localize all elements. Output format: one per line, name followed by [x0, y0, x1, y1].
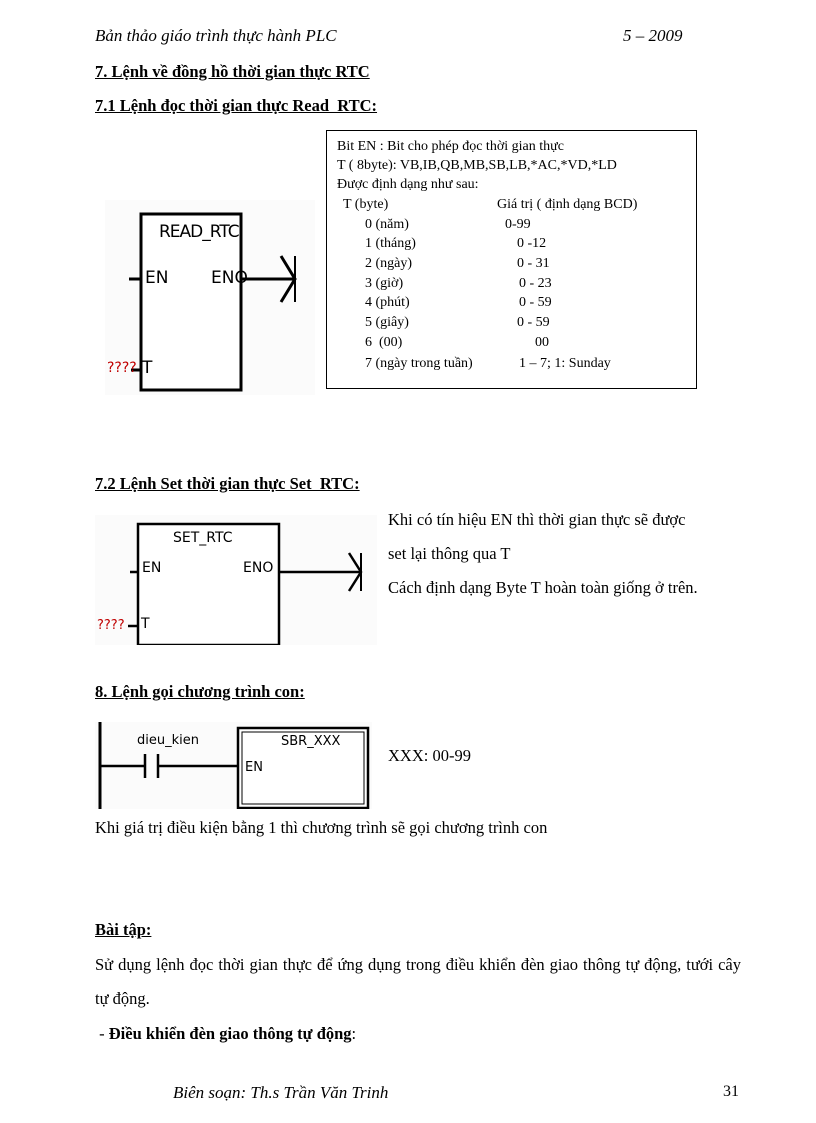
- t-row-4-value: 0 - 59: [519, 295, 552, 310]
- set-rtc-t-pin: T: [141, 616, 150, 632]
- t-row-1-value: 0 -12: [517, 236, 547, 251]
- t-row-3-label: 3 (giờ): [365, 276, 404, 291]
- t-row-6-label: 6 (00): [365, 335, 403, 350]
- set-rtc-en-pin: EN: [142, 560, 162, 576]
- exercise-item-suffix: :: [351, 1024, 357, 1043]
- call-sbr-note: Khi giá trị điều kiện bằng 1 thì chương trình sẽ gọi chương trình con: [95, 818, 548, 837]
- set-rtc-eno-pin: ENO: [243, 560, 274, 576]
- set-rtc-graphic: [95, 515, 377, 645]
- read-rtc-t-pin: T: [142, 358, 153, 378]
- exercise-heading: Bài tập:: [95, 920, 152, 939]
- t-row-7-label: 7 (ngày trong tuần): [365, 356, 473, 371]
- exercise-paragraph: Sử dụng lệnh đọc thời gian thực để ứng dụng trong điều khiển đèn giao thông tự động, tưới cây tự động.: [95, 955, 741, 1008]
- call-sbr-en-pin: EN: [245, 760, 263, 775]
- section-7-1-heading: 7.1 Lệnh đọc thời gian thực Read RTC:: [95, 96, 378, 115]
- t-row-2-value: 0 - 31: [517, 256, 550, 271]
- t-row-5-label: 5 (giây): [365, 315, 409, 330]
- set-rtc-desc-3: Cách định dạng Byte T hoàn toàn giống ở trên.: [388, 578, 698, 597]
- t-row-5-value: 0 - 59: [517, 315, 550, 330]
- t-row-4-label: 4 (phút): [365, 295, 410, 310]
- exercise-item: [95, 1024, 356, 1044]
- exercise-item-prefix: -: [95, 1024, 109, 1043]
- read-rtc-param: ????: [107, 360, 137, 376]
- t-row-7-value: 1 – 7; 1: Sunday: [519, 356, 611, 371]
- col-t-header: T (byte): [343, 197, 389, 212]
- header-date: 5 – 2009: [623, 26, 683, 45]
- call-sbr-diagram: [95, 722, 372, 809]
- set-rtc-diagram: [95, 515, 377, 645]
- section-7-heading: 7. Lệnh về đồng hồ thời gian thực RTC: [95, 62, 370, 81]
- read-rtc-eno-pin: ENO: [211, 268, 248, 288]
- contact-label: dieu_kien: [137, 733, 199, 748]
- call-sbr-block-name: SBR_XXX: [281, 734, 341, 749]
- read-rtc-block-name: READ_RTC: [159, 222, 239, 242]
- set-rtc-block-name: SET_RTC: [173, 530, 233, 546]
- info-line-format: Được định dạng như sau:: [337, 177, 479, 192]
- col-value-header: Giá trị ( định dạng BCD): [497, 197, 638, 212]
- t-row-0-label: 0 (năm): [365, 217, 409, 232]
- xxx-range: XXX: 00-99: [388, 746, 471, 765]
- info-line-en: Bit EN : Bit cho phép đọc thời gian thực: [337, 139, 564, 154]
- t-row-1-label: 1 (tháng): [365, 236, 416, 251]
- read-rtc-info-box: [326, 130, 697, 389]
- set-rtc-param: ????: [97, 618, 125, 633]
- t-row-2-label: 2 (ngày): [365, 256, 413, 271]
- set-rtc-desc-2: set lại thông qua T: [388, 544, 511, 563]
- header-title: Bản thảo giáo trình thực hành PLC: [95, 26, 337, 45]
- t-row-0-value: 0-99: [505, 217, 531, 232]
- section-7-2-heading: 7.2 Lệnh Set thời gian thực Set RTC:: [95, 474, 360, 493]
- set-rtc-desc-1: Khi có tín hiệu EN thì thời gian thực sẽ được: [388, 510, 686, 529]
- page-number: 31: [723, 1083, 739, 1100]
- read-rtc-en-pin: EN: [145, 268, 169, 288]
- t-row-3-value: 0 - 23: [519, 276, 552, 291]
- t-row-6-value: 00: [535, 335, 549, 350]
- footer-author: Biên soạn: Th.s Trần Văn Trinh: [173, 1083, 389, 1102]
- read-rtc-diagram: [105, 200, 315, 395]
- exercise-item-text: Điều khiển đèn giao thông tự động: [108, 1024, 352, 1043]
- section-8-heading: 8. Lệnh gọi chương trình con:: [95, 682, 305, 701]
- info-line-t: T ( 8byte): VB,IB,QB,MB,SB,LB,*AC,*VD,*LD: [337, 158, 617, 173]
